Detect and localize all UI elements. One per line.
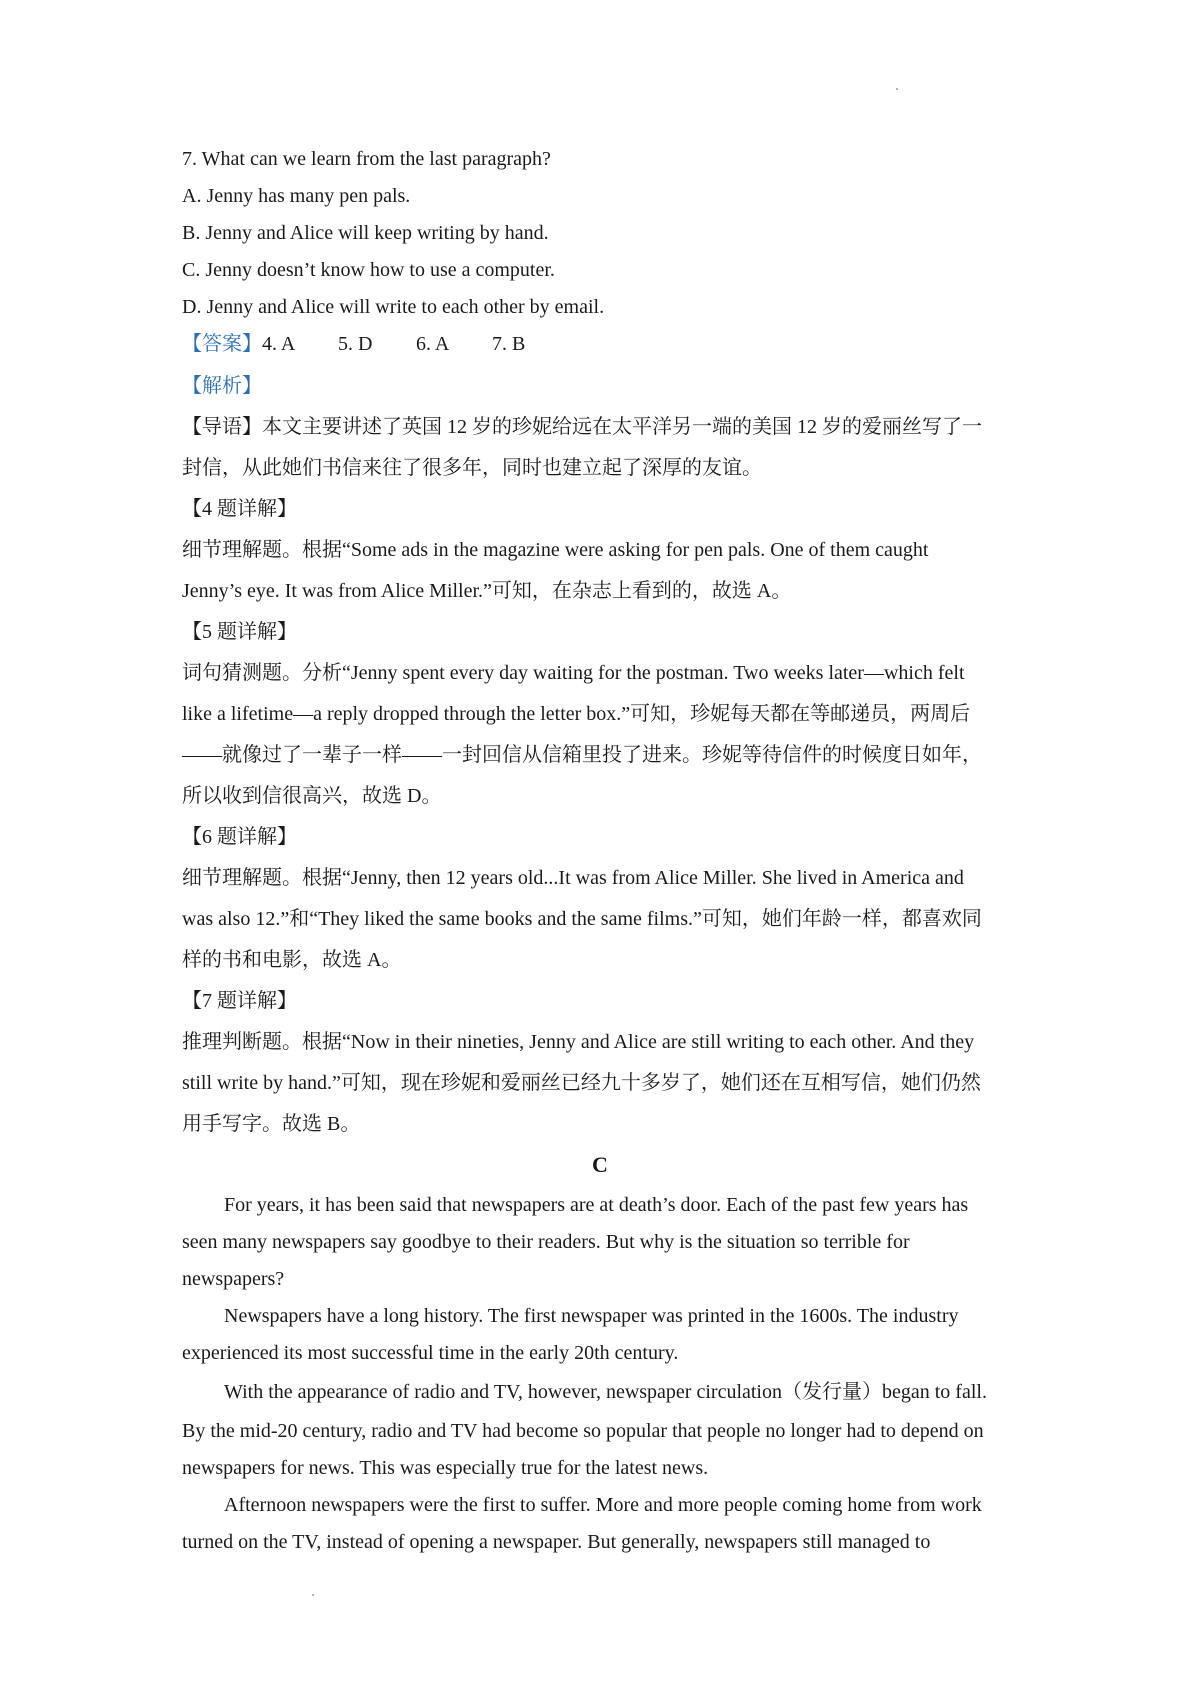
option-d: D. Jenny and Alice will write to each other by email. bbox=[182, 296, 605, 318]
detail-5-line: 词句猜测题。分析“Jenny spent every day waiting for the postman. Two weeks later—which felt bbox=[182, 662, 965, 684]
scan-dot bbox=[312, 1594, 314, 1596]
passage-line: turned on the TV, instead of opening a newspaper. But generally, newspapers still managed to bbox=[182, 1531, 931, 1553]
detail-6-line: was also 12.”和“They liked the same books and the same films.”可知，她们年龄一样，都喜欢同 bbox=[182, 908, 982, 930]
passage-line: newspapers? bbox=[182, 1268, 285, 1290]
detail-7-line: 用手写字。故选 B。 bbox=[182, 1113, 361, 1135]
detail-7-line: 推理判断题。根据“Now in their nineties, Jenny and Alice are still writing to each other. And they bbox=[182, 1031, 975, 1053]
question-stem: 7. What can we learn from the last paragraph? bbox=[182, 148, 551, 170]
detail-5-line: 所以收到信很高兴，故选 D。 bbox=[182, 785, 442, 807]
passage-line: For years, it has been said that newspapers are at death’s door. Each of the past few years has bbox=[224, 1194, 969, 1216]
detail-5-line: like a lifetime—a reply dropped through the letter box.”可知，珍妮每天都在等邮递员，两周后 bbox=[182, 703, 971, 725]
detail-5-label: 【5 题详解】 bbox=[182, 621, 297, 643]
passage-line: With the appearance of radio and TV, however, newspaper circulation（发行量）began to fall. bbox=[224, 1381, 987, 1403]
answer-label: 【答案】 bbox=[182, 333, 262, 355]
analysis-label: 【解析】 bbox=[182, 375, 262, 397]
passage-line: newspapers for news. This was especially true for the latest news. bbox=[182, 1457, 709, 1479]
passage-line: Newspapers have a long history. The first newspaper was printed in the 1600s. The industry bbox=[224, 1305, 959, 1327]
passage-line: By the mid-20 century, radio and TV had become so popular that people no longer had to depend on bbox=[182, 1420, 984, 1442]
answer-item: 5. D bbox=[338, 333, 373, 355]
detail-6-line: 细节理解题。根据“Jenny, then 12 years old...It was from Alice Miller. She lived in America and bbox=[182, 867, 964, 889]
detail-4-label: 【4 题详解】 bbox=[182, 498, 297, 520]
scan-dot bbox=[896, 88, 898, 90]
section-heading: C bbox=[592, 1152, 608, 1177]
answer-item: 4. A bbox=[262, 333, 296, 355]
daoyu-text: 本文主要讲述了英国 12 岁的珍妮给远在太平洋另一端的美国 12 岁的爱丽丝写了一 bbox=[262, 416, 982, 438]
option-b: B. Jenny and Alice will keep writing by hand. bbox=[182, 222, 549, 244]
detail-7-line: still write by hand.”可知，现在珍妮和爱丽丝已经九十多岁了，她们还在互相写信，她们仍然 bbox=[182, 1072, 981, 1094]
detail-4-line: Jenny’s eye. It was from Alice Miller.”可知，在杂志上看到的，故选 A。 bbox=[182, 580, 792, 602]
answer-item: 7. B bbox=[492, 333, 526, 355]
passage-line: seen many newspapers say goodbye to their readers. But why is the situation so terrible for bbox=[182, 1231, 910, 1253]
detail-7-label: 【7 题详解】 bbox=[182, 990, 297, 1012]
detail-5-line: ——就像过了一辈子一样——一封回信从信箱里投了进来。珍妮等待信件的时候度日如年， bbox=[182, 744, 982, 766]
answer-line bbox=[182, 331, 1022, 357]
passage-line: experienced its most successful time in the early 20th century. bbox=[182, 1342, 679, 1364]
detail-4-line: 细节理解题。根据“Some ads in the magazine were asking for pen pals. One of them caught bbox=[182, 539, 929, 561]
option-a: A. Jenny has many pen pals. bbox=[182, 185, 411, 207]
answer-item: 6. A bbox=[416, 333, 450, 355]
detail-6-line: 样的书和电影，故选 A。 bbox=[182, 949, 402, 971]
daoyu-line: 封信，从此她们书信来往了很多年，同时也建立起了深厚的友谊。 bbox=[182, 457, 762, 479]
daoyu-line bbox=[182, 414, 1022, 440]
detail-6-label: 【6 题详解】 bbox=[182, 826, 297, 848]
option-c: C. Jenny doesn’t know how to use a computer. bbox=[182, 259, 555, 281]
daoyu-label: 【导语】 bbox=[182, 416, 262, 438]
passage-line: Afternoon newspapers were the first to suffer. More and more people coming home from work bbox=[224, 1494, 982, 1516]
